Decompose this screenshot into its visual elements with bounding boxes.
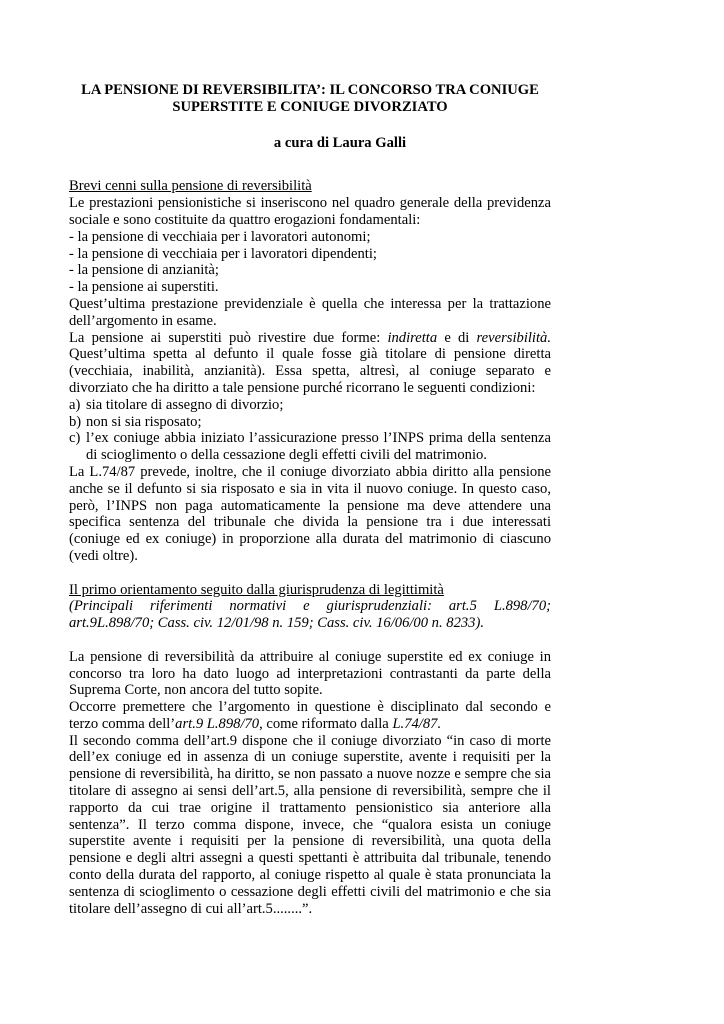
focus-paragraph: Quest’ultima prestazione previdenziale è quella che interessa per la trattazione dell’argomento in esame. xyxy=(69,295,551,329)
references-paragraph: (Principali riferimenti normativi e giurisprudenziali: art.5 L.898/70; art.9L.898/70; Cass. civ. 12/01/98 n. 159; Cass. civ. 16/06/00 n. 8233). xyxy=(69,598,551,632)
paragraph-3: Il secondo comma dell’art.9 dispone che il coniuge divorziato “in caso di morte dell’ex coniuge ed in assenza di un coniuge superstite, avente i requisiti per la pensione di reversibilità, ha diritto, se non passato a nuove nozze e sempre che sia titolare di assegno ai sensi dell’art.5, alla pensione di reversibilità, sempre che il rapporto da cui trae origine il trattamento pensionistico sia anteriore alla sentenza”. Il terzo comma dispone, invece, che “qualora esista un coniuge superstite avente i requisiti per la pensione di reversibilità, una quota della pensione e degli altri assegni a questi spettanti è attribuita dal tribunale, tenendo conto della durata del rapporto, al coniuge rispetto al quale è stata pronunciata la sentenza di scioglimento o cessazione degli effetti civili del matrimonio e che sia titolare dell’assegno di cui all’art.5........”. xyxy=(69,732,551,917)
list-item: - la pensione di anzianità; xyxy=(69,262,219,279)
paragraph-2 xyxy=(69,699,551,733)
para2-text-a: Occorre premettere che l’argomento in questione è disciplinato dal secondo e terzo comma dell’ xyxy=(69,699,551,732)
author-line: a cura di Laura Galli xyxy=(273,134,407,151)
condition-text: sia titolare di assegno di divorzio; xyxy=(86,396,284,413)
document-page xyxy=(69,82,551,917)
forms-paragraph xyxy=(69,330,551,397)
condition-label: a) xyxy=(69,396,81,413)
condition-item xyxy=(69,397,551,414)
pension-types-list xyxy=(69,229,551,296)
para2-law-ref: L.74/87. xyxy=(392,715,442,732)
paragraph-1: La pensione di reversibilità da attribuire al coniuge superstite ed ex coniuge in concorso tra loro ha dato luogo ad interpretazioni contrastanti da parte della Suprema Corte, non ancora del tutto sopite. xyxy=(69,648,551,699)
conditions-list xyxy=(69,397,551,464)
condition-item xyxy=(69,414,551,431)
intro-paragraph: Le prestazioni pensionistiche si inseriscono nel quadro generale della previdenza sociale e sono costituite da quattro erogazioni fondamentali: xyxy=(69,195,551,228)
list-item: - la pensione di vecchiaia per i lavoratori dipendenti; xyxy=(69,245,377,262)
forms-text-e: e di xyxy=(437,329,477,346)
list-item: - la pensione di vecchiaia per i lavoratori autonomi; xyxy=(69,228,371,245)
forms-text-b: Quest’ultima spetta al defunto il quale fosse già titolare di pensione diretta (vecchiaia, inabilità, anzianità). Essa spetta, altresì, al coniuge separato e divorziato che ha diritto a tale pensione purché ricorrano le seguenti condizioni: xyxy=(69,346,551,396)
law-paragraph: La L.74/87 prevede, inoltre, che il coniuge divorziato abbia diritto alla pensione anche se il defunto si sia risposato e sia in vita il nuovo coniuge. In questo caso, però, l’INPS non paga automaticamente la pensione ma deve attendere una specifica sentenza del tribunale che divida la pensione tra i due interessati (coniuge ed ex coniuge) in proporzione alla durata del matrimonio di ciascuno (vedi oltre). xyxy=(69,463,551,564)
list-item: - la pensione ai superstiti. xyxy=(69,279,219,296)
condition-text: non si sia risposato; xyxy=(86,413,202,430)
forms-text-a: La pensione ai superstiti può rivestire due forme: xyxy=(69,329,388,346)
forms-indiretta: indiretta xyxy=(387,329,438,346)
para2-text-b: , come riformato dalla xyxy=(259,715,393,732)
title-line-1: LA PENSIONE DI REVERSIBILITA’: IL CONCORSO TRA CONIUGE xyxy=(81,82,539,98)
section-heading-primo-orientamento: Il primo orientamento seguito dalla giurisprudenza di legittimità xyxy=(69,581,444,598)
forms-reversibilita: reversibilità. xyxy=(476,329,551,346)
document-title xyxy=(69,82,551,116)
condition-text: l’ex coniuge abbia iniziato l’assicurazione presso l’INPS prima della sentenza di scioglimento o della cessazione degli effetti civili del matrimonio. xyxy=(86,430,551,464)
condition-item xyxy=(69,430,551,464)
condition-label: b) xyxy=(69,413,82,430)
para2-article-ref: art.9 L.898/70 xyxy=(175,715,260,732)
condition-label: c) xyxy=(69,430,81,447)
section-heading-brevi-cenni: Brevi cenni sulla pensione di reversibilità xyxy=(69,178,312,195)
title-line-2: SUPERSTITE E CONIUGE DIVORZIATO xyxy=(172,98,448,115)
